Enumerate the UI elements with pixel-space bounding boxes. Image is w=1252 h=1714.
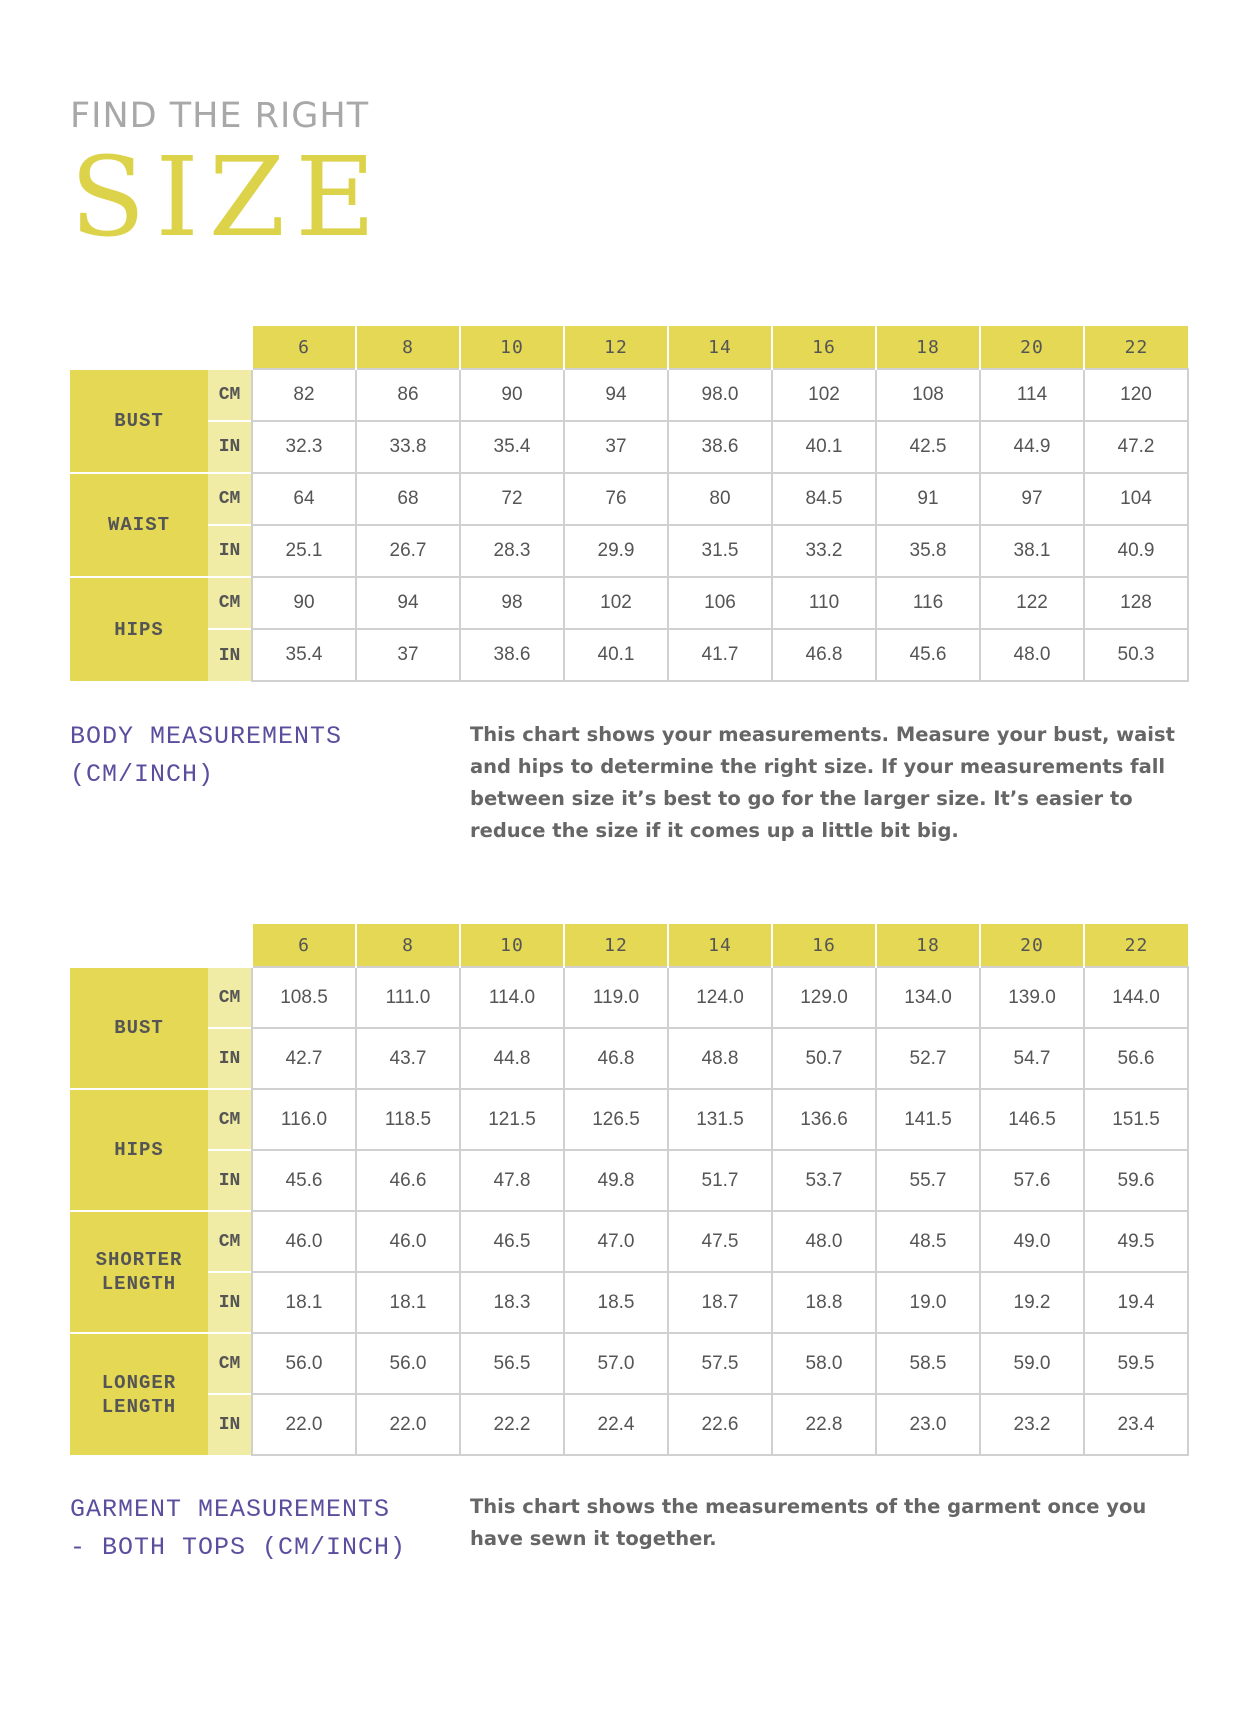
table-cell: 119.0 — [564, 967, 668, 1028]
table-row — [70, 473, 1188, 525]
table-cell: 144.0 — [1084, 967, 1188, 1028]
unit-label: CM — [208, 1089, 252, 1150]
table-cell: 47.8 — [460, 1150, 564, 1211]
table-cell: 120 — [1084, 369, 1188, 421]
table-cell: 38.6 — [460, 629, 564, 681]
table-cell: 44.9 — [980, 421, 1084, 473]
table-cell: 110 — [772, 577, 876, 629]
unit-label: CM — [208, 967, 252, 1028]
table-row — [70, 421, 1188, 473]
table-cell: 116 — [876, 577, 980, 629]
table-cell: 55.7 — [876, 1150, 980, 1211]
table-cell: 35.4 — [460, 421, 564, 473]
table-cell: 59.6 — [1084, 1150, 1188, 1211]
caption-line: - BOTH TOPS (CM/INCH) — [70, 1533, 407, 1562]
table-cell: 23.2 — [980, 1394, 1084, 1455]
table-cell: 151.5 — [1084, 1089, 1188, 1150]
table-row — [70, 369, 1188, 421]
size-column-header: 14 — [668, 326, 772, 369]
size-column-header: 18 — [876, 326, 980, 369]
table-cell: 41.7 — [668, 629, 772, 681]
table-row — [70, 1394, 1188, 1455]
table-cell: 124.0 — [668, 967, 772, 1028]
table-cell: 45.6 — [252, 1150, 356, 1211]
table-cell: 46.8 — [564, 1028, 668, 1089]
table-row — [70, 967, 1188, 1028]
table-cell: 54.7 — [980, 1028, 1084, 1089]
table-cell: 114 — [980, 369, 1084, 421]
table-cell: 59.5 — [1084, 1333, 1188, 1394]
table-cell: 116.0 — [252, 1089, 356, 1150]
size-column-header: 8 — [356, 326, 460, 369]
body-measurements-description: This chart shows your measurements. Measure your bust, waist and hips to determine the right size. If your measurements fall between size it’s best to go for the larger size. It’s easier to reduce the size if it comes up a little bit big. — [470, 723, 1175, 842]
table-cell: 42.7 — [252, 1028, 356, 1089]
table-cell: 141.5 — [876, 1089, 980, 1150]
size-column-header: 16 — [772, 924, 876, 967]
table-cell: 86 — [356, 369, 460, 421]
table-cell: 56.0 — [356, 1333, 460, 1394]
garment-measurements-caption — [70, 1491, 406, 1567]
table-cell: 76 — [564, 473, 668, 525]
size-column-header: 18 — [876, 924, 980, 967]
table-cell: 134.0 — [876, 967, 980, 1028]
page-heading — [70, 96, 386, 261]
measurement-label: HIPS — [70, 577, 208, 681]
table-cell: 53.7 — [772, 1150, 876, 1211]
table-cell: 57.0 — [564, 1333, 668, 1394]
table-cell: 102 — [564, 577, 668, 629]
table-cell: 38.6 — [668, 421, 772, 473]
measurement-label: LONGER LENGTH — [70, 1333, 208, 1455]
table-cell: 44.8 — [460, 1028, 564, 1089]
table-cell: 129.0 — [772, 967, 876, 1028]
caption-line: GARMENT MEASUREMENTS — [70, 1495, 391, 1524]
size-column-header: 12 — [564, 924, 668, 967]
size-column-header: 22 — [1084, 326, 1188, 369]
table-cell: 40.1 — [772, 421, 876, 473]
table-cell: 47.5 — [668, 1211, 772, 1272]
unit-label: IN — [208, 1394, 252, 1455]
table-cell: 18.1 — [356, 1272, 460, 1333]
table-row — [70, 1333, 1188, 1394]
table-cell: 90 — [252, 577, 356, 629]
size-column-header: 20 — [980, 326, 1084, 369]
table-cell: 22.0 — [356, 1394, 460, 1455]
table-cell: 58.0 — [772, 1333, 876, 1394]
table-cell: 50.7 — [772, 1028, 876, 1089]
table-cell: 104 — [1084, 473, 1188, 525]
garment-measurements-description: This chart shows the measurements of the garment once you have sewn it together. — [470, 1495, 1147, 1550]
table-cell: 37 — [356, 629, 460, 681]
table-cell: 98 — [460, 577, 564, 629]
table-row — [70, 1211, 1188, 1272]
table-cell: 22.0 — [252, 1394, 356, 1455]
measurement-label: BUST — [70, 967, 208, 1089]
table-row — [70, 1272, 1188, 1333]
header-corner — [70, 326, 252, 369]
table-cell: 19.4 — [1084, 1272, 1188, 1333]
table-cell: 35.4 — [252, 629, 356, 681]
table-cell: 19.2 — [980, 1272, 1084, 1333]
measurement-label: SHORTER LENGTH — [70, 1211, 208, 1333]
table-cell: 40.1 — [564, 629, 668, 681]
table-cell: 91 — [876, 473, 980, 525]
table-cell: 80 — [668, 473, 772, 525]
table-cell: 64 — [252, 473, 356, 525]
measurement-label: BUST — [70, 369, 208, 473]
table-cell: 49.5 — [1084, 1211, 1188, 1272]
table-cell: 50.3 — [1084, 629, 1188, 681]
table-cell: 72 — [460, 473, 564, 525]
table-row — [70, 1028, 1188, 1089]
table-cell: 46.5 — [460, 1211, 564, 1272]
unit-label: CM — [208, 369, 252, 421]
table-cell: 22.4 — [564, 1394, 668, 1455]
measurement-label: HIPS — [70, 1089, 208, 1211]
table-cell: 33.2 — [772, 525, 876, 577]
size-column-header: 16 — [772, 326, 876, 369]
table-row — [70, 1150, 1188, 1211]
caption-line: BODY MEASUREMENTS — [70, 722, 343, 751]
table-cell: 106 — [668, 577, 772, 629]
table-cell: 47.0 — [564, 1211, 668, 1272]
table-cell: 23.4 — [1084, 1394, 1188, 1455]
unit-label: IN — [208, 1028, 252, 1089]
size-column-header: 6 — [252, 924, 356, 967]
page-title: SIZE — [70, 133, 386, 261]
table-cell: 94 — [564, 369, 668, 421]
table-cell: 121.5 — [460, 1089, 564, 1150]
table-cell: 31.5 — [668, 525, 772, 577]
size-column-header: 8 — [356, 924, 460, 967]
table-cell: 97 — [980, 473, 1084, 525]
table-cell: 57.5 — [668, 1333, 772, 1394]
table-cell: 46.0 — [252, 1211, 356, 1272]
unit-label: IN — [208, 421, 252, 473]
table-cell: 139.0 — [980, 967, 1084, 1028]
table-cell: 33.8 — [356, 421, 460, 473]
size-column-header: 20 — [980, 924, 1084, 967]
table-cell: 42.5 — [876, 421, 980, 473]
table-cell: 18.7 — [668, 1272, 772, 1333]
table-cell: 43.7 — [356, 1028, 460, 1089]
table-cell: 114.0 — [460, 967, 564, 1028]
table-cell: 40.9 — [1084, 525, 1188, 577]
table-cell: 18.3 — [460, 1272, 564, 1333]
table-cell: 82 — [252, 369, 356, 421]
table-cell: 46.8 — [772, 629, 876, 681]
size-header-row — [70, 326, 1188, 369]
measurement-label: WAIST — [70, 473, 208, 577]
table-cell: 47.2 — [1084, 421, 1188, 473]
size-column-header: 12 — [564, 326, 668, 369]
table-cell: 38.1 — [980, 525, 1084, 577]
table-cell: 108 — [876, 369, 980, 421]
table-cell: 18.1 — [252, 1272, 356, 1333]
table-cell: 108.5 — [252, 967, 356, 1028]
size-column-header: 14 — [668, 924, 772, 967]
table-row — [70, 525, 1188, 577]
table-cell: 131.5 — [668, 1089, 772, 1150]
unit-label: CM — [208, 577, 252, 629]
unit-label: IN — [208, 1272, 252, 1333]
table-cell: 25.1 — [252, 525, 356, 577]
table-cell: 136.6 — [772, 1089, 876, 1150]
table-cell: 56.0 — [252, 1333, 356, 1394]
table-cell: 102 — [772, 369, 876, 421]
table-row — [70, 577, 1188, 629]
heading-kicker: FIND THE RIGHT — [70, 96, 370, 136]
table-cell: 48.5 — [876, 1211, 980, 1272]
unit-label: CM — [208, 473, 252, 525]
table-cell: 23.0 — [876, 1394, 980, 1455]
table-cell: 29.9 — [564, 525, 668, 577]
table-cell: 18.5 — [564, 1272, 668, 1333]
table-cell: 118.5 — [356, 1089, 460, 1150]
table-row — [70, 629, 1188, 681]
table-cell: 48.8 — [668, 1028, 772, 1089]
table-cell: 49.8 — [564, 1150, 668, 1211]
table-cell: 22.6 — [668, 1394, 772, 1455]
table-cell: 90 — [460, 369, 564, 421]
table-cell: 46.6 — [356, 1150, 460, 1211]
table-cell: 19.0 — [876, 1272, 980, 1333]
unit-label: IN — [208, 629, 252, 681]
table-cell: 68 — [356, 473, 460, 525]
table-cell: 126.5 — [564, 1089, 668, 1150]
table-cell: 94 — [356, 577, 460, 629]
table-cell: 45.6 — [876, 629, 980, 681]
table-cell: 49.0 — [980, 1211, 1084, 1272]
body-measurements-caption — [70, 718, 342, 794]
table-cell: 52.7 — [876, 1028, 980, 1089]
size-column-header: 10 — [460, 924, 564, 967]
unit-label: CM — [208, 1333, 252, 1394]
table-cell: 111.0 — [356, 967, 460, 1028]
table-cell: 57.6 — [980, 1150, 1084, 1211]
table-cell: 18.8 — [772, 1272, 876, 1333]
table-cell: 122 — [980, 577, 1084, 629]
table-row — [70, 1089, 1188, 1150]
unit-label: IN — [208, 525, 252, 577]
table-cell: 98.0 — [668, 369, 772, 421]
unit-label: CM — [208, 1211, 252, 1272]
table-cell: 51.7 — [668, 1150, 772, 1211]
table-cell: 22.2 — [460, 1394, 564, 1455]
table-cell: 46.0 — [356, 1211, 460, 1272]
table-cell: 28.3 — [460, 525, 564, 577]
table-cell: 59.0 — [980, 1333, 1084, 1394]
table-cell: 32.3 — [252, 421, 356, 473]
caption-line: (CM/INCH) — [70, 760, 215, 789]
table-cell: 35.8 — [876, 525, 980, 577]
table-cell: 84.5 — [772, 473, 876, 525]
size-header-row — [70, 924, 1188, 967]
table-cell: 26.7 — [356, 525, 460, 577]
table-cell: 22.8 — [772, 1394, 876, 1455]
table-cell: 56.5 — [460, 1333, 564, 1394]
size-column-header: 6 — [252, 326, 356, 369]
table-cell: 128 — [1084, 577, 1188, 629]
garment-measurements-table — [70, 924, 1189, 1456]
table-cell: 146.5 — [980, 1089, 1084, 1150]
table-cell: 58.5 — [876, 1333, 980, 1394]
header-corner — [70, 924, 252, 967]
size-column-header: 22 — [1084, 924, 1188, 967]
size-column-header: 10 — [460, 326, 564, 369]
table-cell: 37 — [564, 421, 668, 473]
table-cell: 56.6 — [1084, 1028, 1188, 1089]
body-measurements-table — [70, 326, 1189, 682]
unit-label: IN — [208, 1150, 252, 1211]
table-cell: 48.0 — [772, 1211, 876, 1272]
table-cell: 48.0 — [980, 629, 1084, 681]
